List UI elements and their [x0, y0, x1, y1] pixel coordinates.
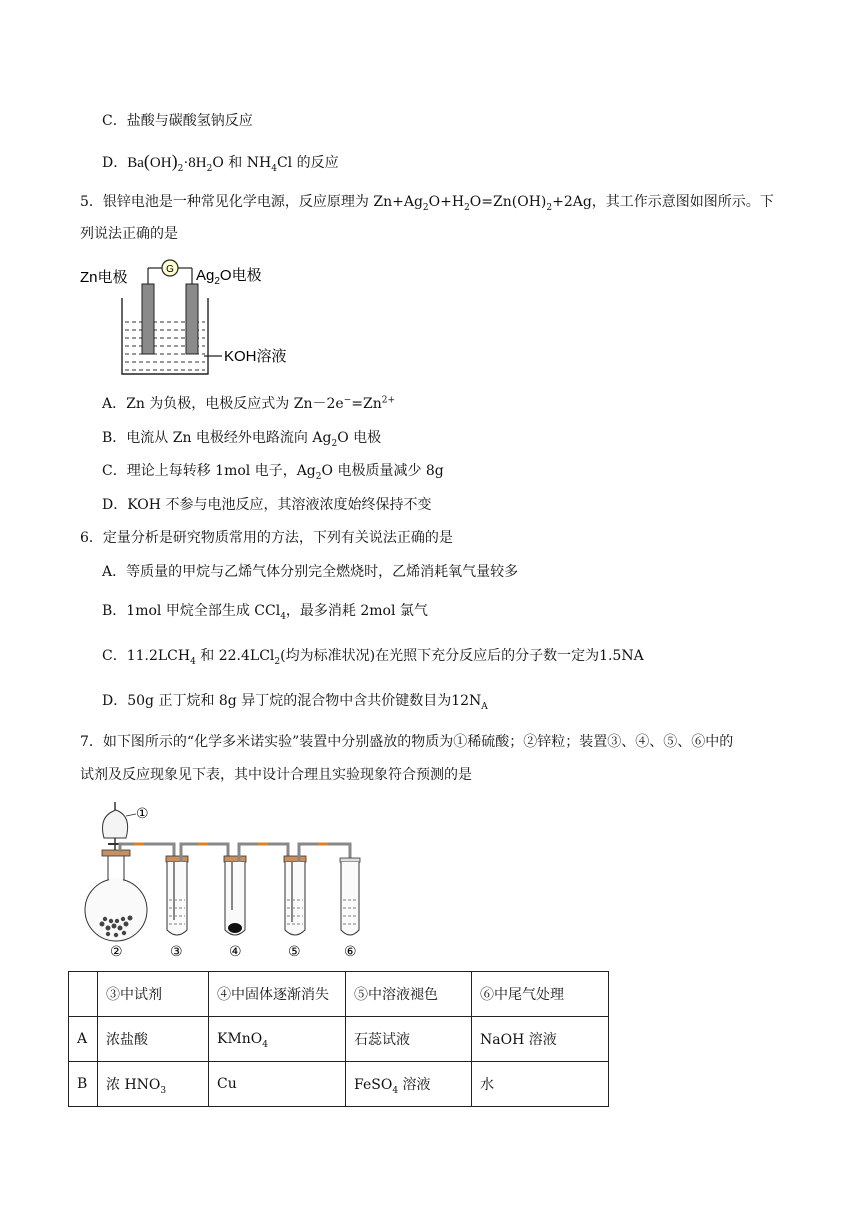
table-header-cell: ⑤中溶液褪色 [346, 972, 472, 1017]
q4-option-d: D．$Ba(OH)_2\cdot 8H_2O$ 和 $NH_4Cl$ 的反应 [102, 151, 339, 174]
table-row [69, 1017, 609, 1062]
koh-solution-label: KOH溶液 [224, 348, 287, 365]
label-4: ④ [229, 943, 242, 959]
label-1: ① [136, 805, 149, 821]
zn-electrode-label: Zn电极 [80, 269, 128, 286]
ag2o-electrode-label: $Ag_2O$电极 [196, 267, 262, 287]
galvanometer-label: G [166, 264, 174, 275]
q5-stem-line1: 5．银锌电池是一种常见化学电源，反应原理为 $Zn+Ag_2O+H_2O=Zn(OH)_2+2Ag$，其工作示意图如图所示。下 [80, 194, 774, 213]
q7-stem-line2: 试剂及反应现象见下表，其中设计合理且实验现象符合预测的是 [80, 767, 472, 783]
table-cell: FeSO$_4$ 溶液 [346, 1062, 472, 1107]
table-cell: 水 [472, 1062, 609, 1107]
table-header-cell: ④中固体逐渐消失 [209, 972, 346, 1017]
table-header-cell: ③中试剂 [98, 972, 209, 1017]
row-id: B [69, 1062, 98, 1107]
q5-option-b: B．电流从 Zn 电极经外电路流向 $Ag_2O$ 电极 [102, 430, 382, 449]
q5-option-a: A．Zn 为负极，电极反应式为 $Zn-2e^-=Zn^{2+}$ [102, 395, 396, 412]
label-2: ② [110, 943, 123, 959]
label-6: ⑥ [344, 943, 357, 959]
q6-option-c: C．$11.2LCH_4$ 和 22.4LCl$_2$(均为标准状况)在光照下充分反应后的分子数一定为1.5NA [102, 648, 644, 667]
label-3: ③ [170, 943, 183, 959]
battery-diagram [78, 258, 318, 378]
table-header-row [69, 972, 609, 1017]
domino-apparatus-diagram [78, 800, 378, 962]
row-id: A [69, 1017, 98, 1062]
q5-option-c: C．理论上每转移 1mol 电子，$Ag_2O$ 电极质量减少 8g [102, 463, 444, 482]
table-cell: NaOH 溶液 [472, 1017, 609, 1062]
q6-option-d: D．50g 正丁烷和 8g 异丁烷的混合物中含共价键数目为$12N_A$ [102, 693, 488, 712]
label-5: ⑤ [288, 943, 301, 959]
table-header-cell [69, 972, 98, 1017]
table-cell: 石蕊试液 [346, 1017, 472, 1062]
table-cell: 浓 $HNO_3$ [98, 1062, 209, 1107]
table-cell: Cu [209, 1062, 346, 1107]
zn-electrode [142, 284, 154, 354]
q6-option-b: B．1mol 甲烷全部生成 CCl$_4$，最多消耗 2mol 氯气 [102, 603, 428, 622]
q6-option-a: A．等质量的甲烷与乙烯气体分别完全燃烧时，乙烯消耗氧气量较多 [102, 564, 519, 580]
ag2o-electrode [186, 284, 198, 354]
q5-option-d: D．KOH 不参与电池反应，其溶液浓度始终保持不变 [102, 497, 432, 513]
table-cell: 浓盐酸 [98, 1017, 209, 1062]
q7-options-table [68, 971, 609, 1107]
table-row [69, 1062, 609, 1107]
q5-stem-line2: 列说法正确的是 [80, 226, 178, 242]
table-cell: KMnO$_4$ [209, 1017, 346, 1062]
q6-stem: 6．定量分析是研究物质常用的方法，下列有关说法正确的是 [80, 530, 453, 546]
q7-stem-line1: 7．如下图所示的“化学多米诺实验”装置中分别盛放的物质为①稀硫酸；②锌粒；装置③、④、⑤、⑥中的 [80, 734, 734, 750]
table-header-cell: ⑥中尾气处理 [472, 972, 609, 1017]
q4-option-c: C．盐酸与碳酸氢钠反应 [102, 113, 253, 129]
